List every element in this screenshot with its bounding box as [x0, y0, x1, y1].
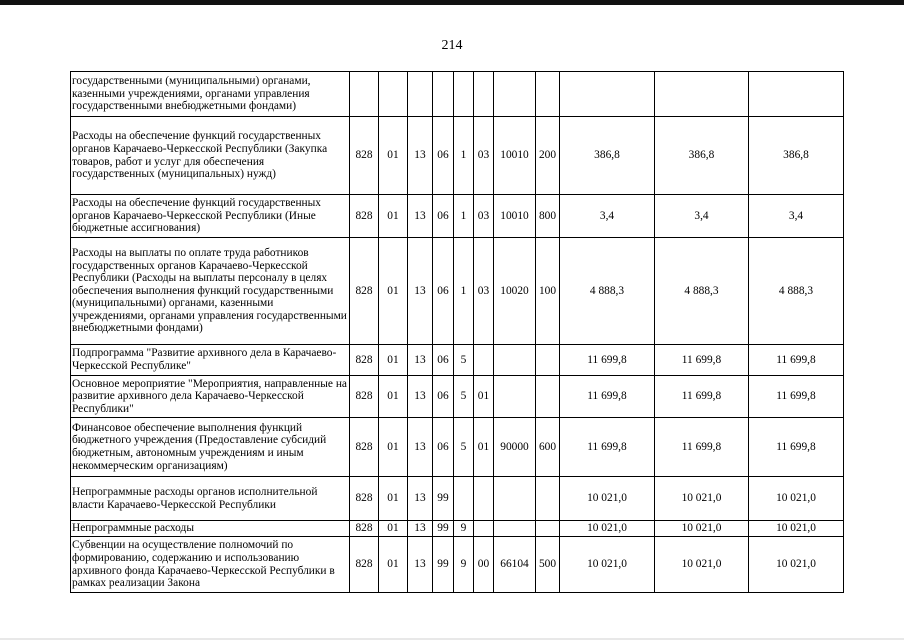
row-name-cell: Расходы на обеспечение функций государственных органов Карачаево-Черкесской Республики (Закупка товаров, работ и услуг для обеспечения государственных (муниципальных) нужд) [71, 117, 350, 195]
row-c1-cell: 828 [350, 418, 379, 477]
row-c2-cell: 01 [379, 376, 408, 418]
row-v3-cell: 386,8 [749, 117, 844, 195]
row-c4-cell: 06 [433, 117, 454, 195]
row-c8-cell [536, 72, 560, 117]
table-body [71, 72, 844, 593]
row-v2-cell: 10 021,0 [655, 521, 749, 537]
row-c1-cell: 828 [350, 238, 379, 345]
row-c7-cell [494, 72, 536, 117]
row-v3-cell: 10 021,0 [749, 521, 844, 537]
row-c4-cell [433, 72, 454, 117]
budget-table [70, 71, 844, 593]
row-v1-cell: 11 699,8 [560, 376, 655, 418]
row-c2-cell: 01 [379, 537, 408, 593]
row-c7-cell: 90000 [494, 418, 536, 477]
row-c7-cell: 10020 [494, 238, 536, 345]
row-name-cell: Финансовое обеспечение выполнения функций бюджетного учреждения (Предоставление субсидий бюджетным, автономным учреждениям и иным некоммерческим организациям) [71, 418, 350, 477]
row-c1-cell: 828 [350, 521, 379, 537]
row-c1-cell [350, 72, 379, 117]
row-c6-cell: 03 [474, 195, 494, 238]
row-c5-cell: 1 [454, 117, 474, 195]
row-c1-cell: 828 [350, 345, 379, 376]
row-c8-cell: 100 [536, 238, 560, 345]
row-c2-cell: 01 [379, 195, 408, 238]
row-v2-cell: 4 888,3 [655, 238, 749, 345]
row-c8-cell: 600 [536, 418, 560, 477]
row-c8-cell: 200 [536, 117, 560, 195]
row-v3-cell: 4 888,3 [749, 238, 844, 345]
row-c6-cell: 01 [474, 376, 494, 418]
row-c4-cell: 99 [433, 521, 454, 537]
row-v1-cell: 10 021,0 [560, 477, 655, 521]
row-v1-cell: 10 021,0 [560, 521, 655, 537]
row-c8-cell [536, 376, 560, 418]
row-name-cell: Расходы на выплаты по оплате труда работников государственных органов Карачаево-Черкесской Республики (Расходы на выплаты персоналу в целях обеспечения выполнения функций государственными (муниципальными) органами, казенными учреждениями, органами управления государственными внебюджетными фондами) [71, 238, 350, 345]
row-v1-cell [560, 72, 655, 117]
row-c3-cell: 13 [408, 376, 433, 418]
table-row [71, 238, 844, 345]
row-c7-cell [494, 376, 536, 418]
row-c3-cell: 13 [408, 195, 433, 238]
row-c7-cell: 10010 [494, 195, 536, 238]
row-c3-cell: 13 [408, 418, 433, 477]
table-row [71, 477, 844, 521]
table-row [71, 537, 844, 593]
row-c1-cell: 828 [350, 195, 379, 238]
table-row [71, 418, 844, 477]
row-v3-cell: 11 699,8 [749, 345, 844, 376]
row-c8-cell: 500 [536, 537, 560, 593]
row-c3-cell: 13 [408, 537, 433, 593]
row-name-cell: Подпрограмма "Развитие архивного дела в Карачаево-Черкесской Республике" [71, 345, 350, 376]
row-c6-cell [474, 345, 494, 376]
scan-top-edge [0, 0, 904, 5]
row-v1-cell: 10 021,0 [560, 537, 655, 593]
row-v2-cell: 10 021,0 [655, 477, 749, 521]
row-name-cell: Непрограммные расходы [71, 521, 350, 537]
row-v2-cell: 11 699,8 [655, 376, 749, 418]
row-v1-cell: 4 888,3 [560, 238, 655, 345]
row-c5-cell: 5 [454, 345, 474, 376]
row-c4-cell: 99 [433, 477, 454, 521]
row-v2-cell: 11 699,8 [655, 418, 749, 477]
row-c5-cell: 9 [454, 521, 474, 537]
row-c6-cell: 03 [474, 117, 494, 195]
row-v3-cell: 3,4 [749, 195, 844, 238]
row-v2-cell: 3,4 [655, 195, 749, 238]
row-v2-cell: 10 021,0 [655, 537, 749, 593]
row-c3-cell: 13 [408, 117, 433, 195]
row-name-cell: государственными (муниципальными) органами, казенными учреждениями, органами управления государственными внебюджетными фондами) [71, 72, 350, 117]
row-c5-cell [454, 477, 474, 521]
row-v3-cell: 11 699,8 [749, 376, 844, 418]
row-c6-cell: 01 [474, 418, 494, 477]
row-c3-cell: 13 [408, 521, 433, 537]
row-v3-cell: 10 021,0 [749, 477, 844, 521]
row-c4-cell: 06 [433, 418, 454, 477]
row-c3-cell: 13 [408, 238, 433, 345]
row-c4-cell: 99 [433, 537, 454, 593]
row-c5-cell: 1 [454, 195, 474, 238]
row-v2-cell: 386,8 [655, 117, 749, 195]
row-c2-cell: 01 [379, 418, 408, 477]
row-c7-cell [494, 477, 536, 521]
row-c2-cell [379, 72, 408, 117]
row-v2-cell [655, 72, 749, 117]
row-c7-cell [494, 521, 536, 537]
row-c8-cell [536, 477, 560, 521]
row-c2-cell: 01 [379, 345, 408, 376]
table-row [71, 72, 844, 117]
row-c4-cell: 06 [433, 195, 454, 238]
row-c3-cell: 13 [408, 345, 433, 376]
row-c6-cell: 03 [474, 238, 494, 345]
row-v1-cell: 3,4 [560, 195, 655, 238]
row-c4-cell: 06 [433, 376, 454, 418]
row-v2-cell: 11 699,8 [655, 345, 749, 376]
row-c3-cell [408, 72, 433, 117]
row-c5-cell [454, 72, 474, 117]
row-v1-cell: 11 699,8 [560, 345, 655, 376]
table-row [71, 376, 844, 418]
row-c2-cell: 01 [379, 521, 408, 537]
table-row [71, 521, 844, 537]
row-c5-cell: 5 [454, 418, 474, 477]
row-name-cell: Расходы на обеспечение функций государственных органов Карачаево-Черкесской Республики (Иные бюджетные ассигнования) [71, 195, 350, 238]
row-c2-cell: 01 [379, 238, 408, 345]
row-c6-cell [474, 521, 494, 537]
row-v3-cell [749, 72, 844, 117]
row-c5-cell: 9 [454, 537, 474, 593]
row-c5-cell: 1 [454, 238, 474, 345]
row-c8-cell [536, 345, 560, 376]
row-c8-cell [536, 521, 560, 537]
row-name-cell: Основное мероприятие "Мероприятия, направленные на развитие архивного дела Карачаево-Черкесской Республики" [71, 376, 350, 418]
row-c8-cell: 800 [536, 195, 560, 238]
row-c4-cell: 06 [433, 345, 454, 376]
row-name-cell: Непрограммные расходы органов исполнительной власти Карачаево-Черкесской Республики [71, 477, 350, 521]
row-c7-cell: 10010 [494, 117, 536, 195]
table-row [71, 195, 844, 238]
row-c2-cell: 01 [379, 477, 408, 521]
row-c1-cell: 828 [350, 537, 379, 593]
row-v3-cell: 10 021,0 [749, 537, 844, 593]
row-c6-cell [474, 72, 494, 117]
table-row [71, 117, 844, 195]
row-c7-cell [494, 345, 536, 376]
row-c6-cell: 00 [474, 537, 494, 593]
row-c5-cell: 5 [454, 376, 474, 418]
row-name-cell: Субвенции на осуществление полномочий по формированию, содержанию и использованию архивного фонда Карачаево-Черкесской Республики в рамках реализации Закона [71, 537, 350, 593]
row-v3-cell: 11 699,8 [749, 418, 844, 477]
row-c1-cell: 828 [350, 477, 379, 521]
row-c7-cell: 66104 [494, 537, 536, 593]
row-c1-cell: 828 [350, 117, 379, 195]
row-c1-cell: 828 [350, 376, 379, 418]
row-c2-cell: 01 [379, 117, 408, 195]
row-c3-cell: 13 [408, 477, 433, 521]
row-c4-cell: 06 [433, 238, 454, 345]
page-number: 214 [441, 38, 463, 53]
table-row [71, 345, 844, 376]
row-v1-cell: 386,8 [560, 117, 655, 195]
row-v1-cell: 11 699,8 [560, 418, 655, 477]
row-c6-cell [474, 477, 494, 521]
